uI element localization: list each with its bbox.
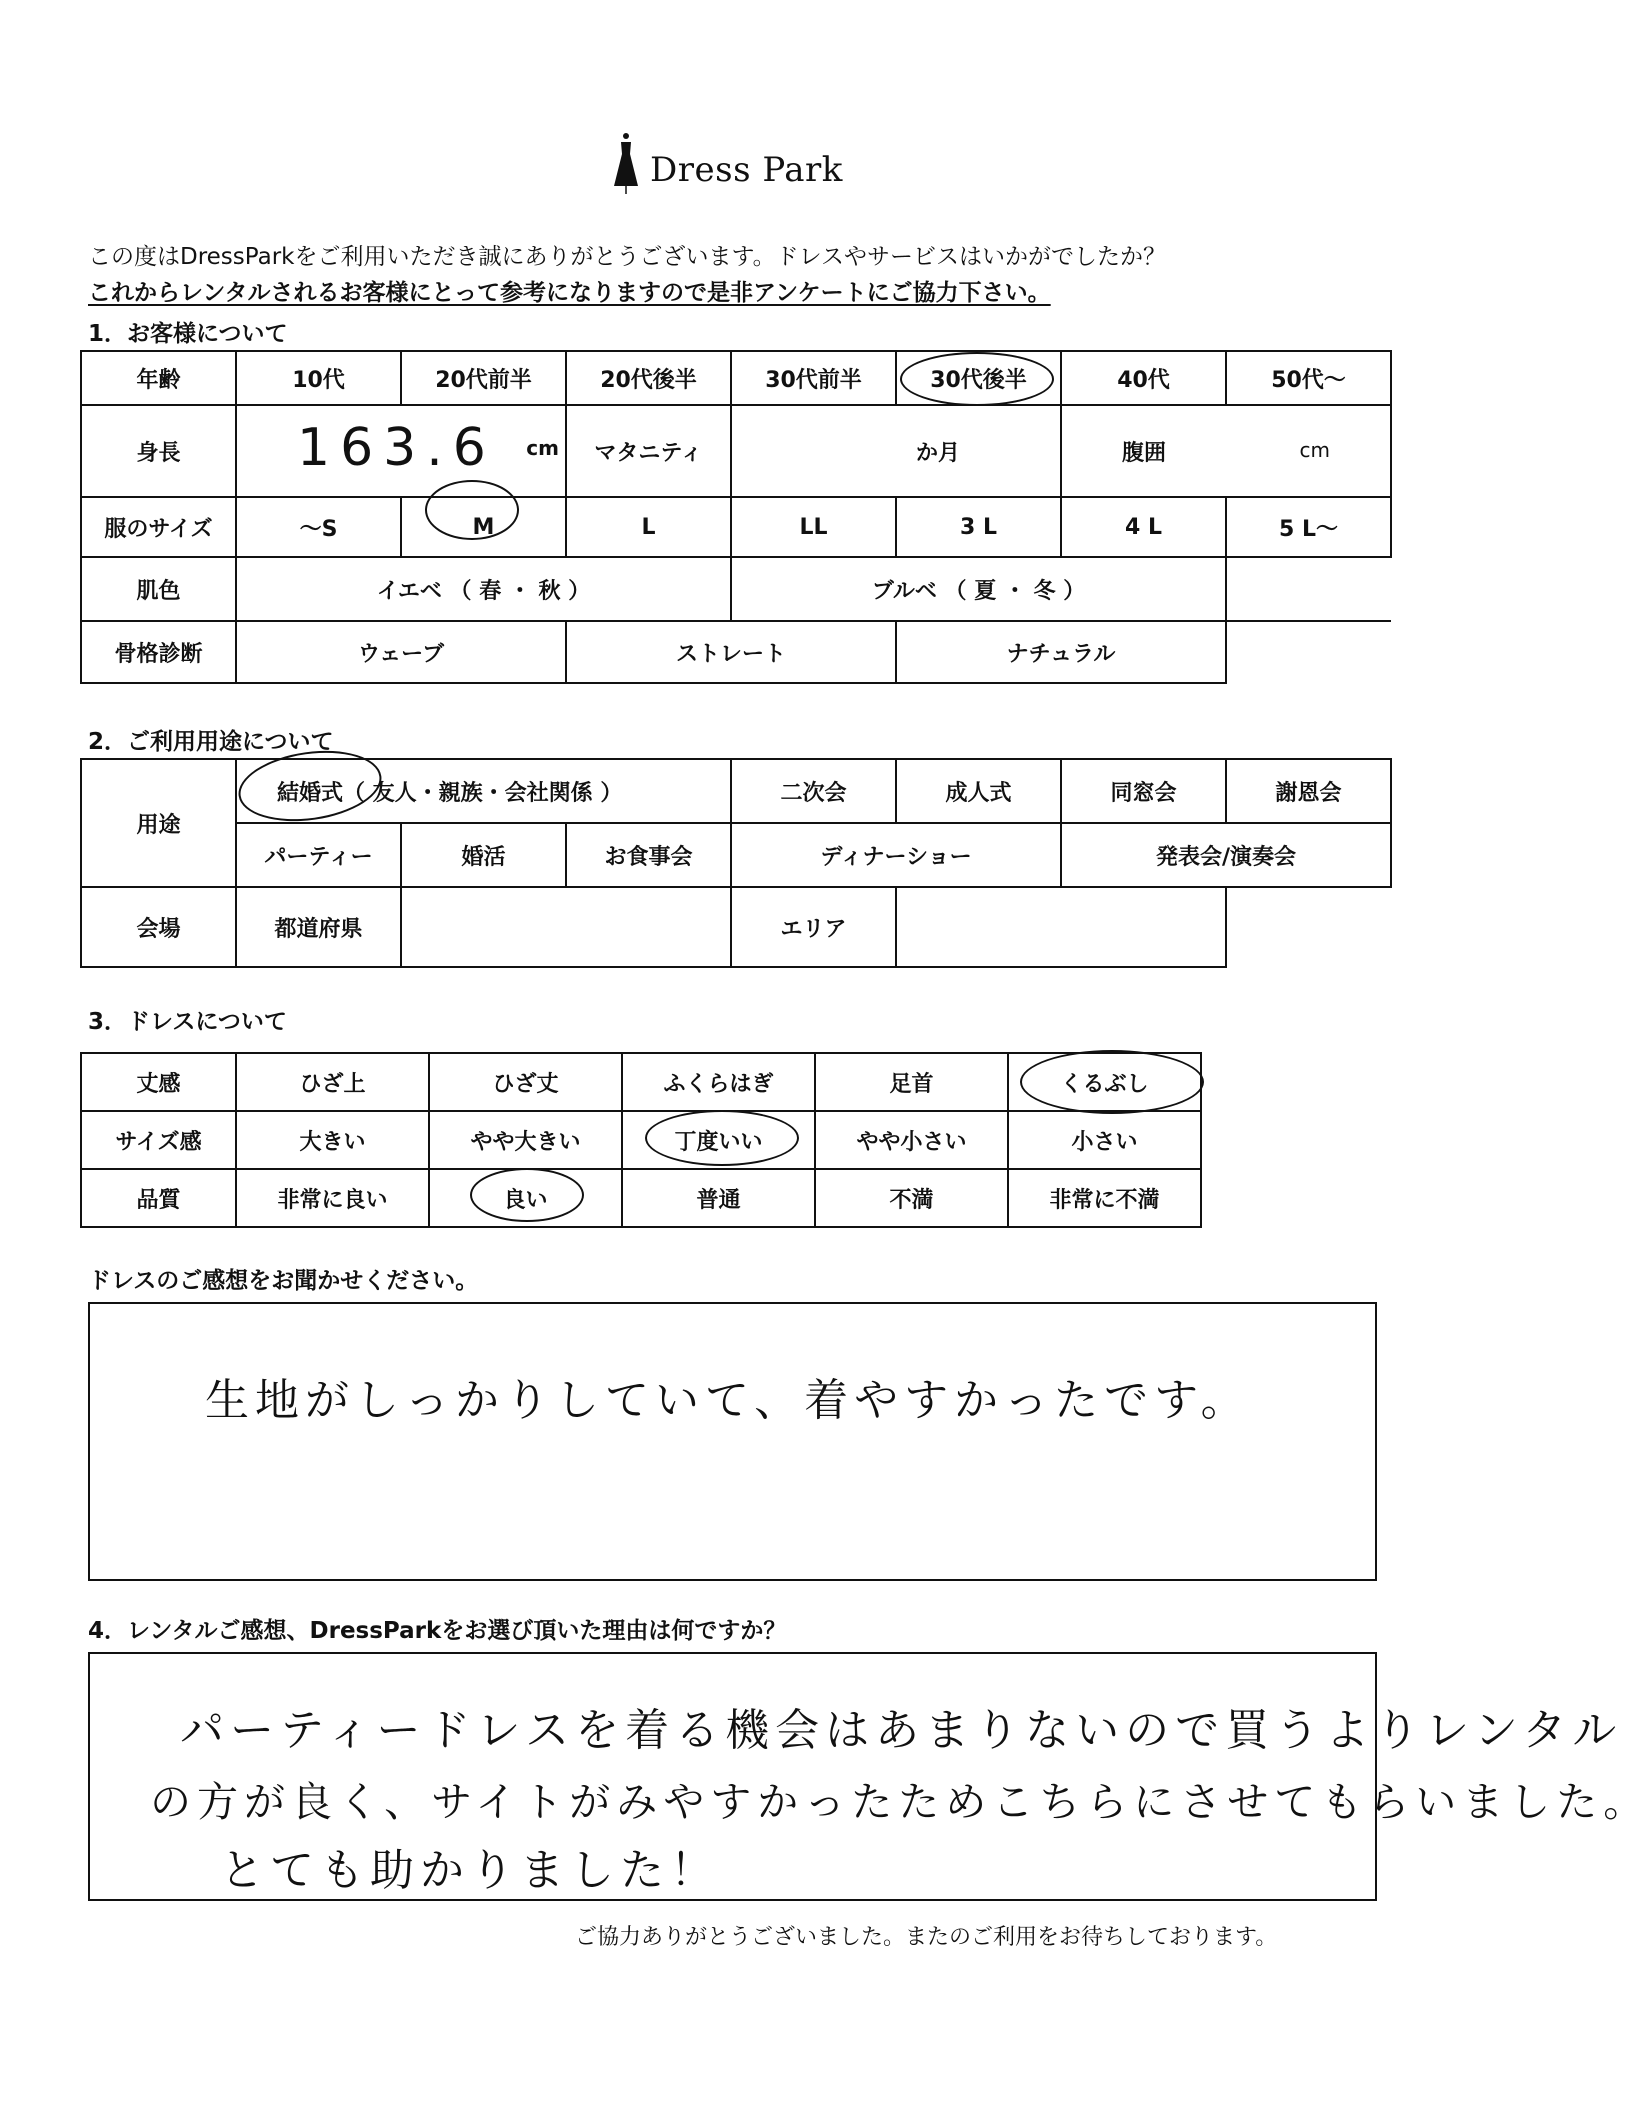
waist-cell[interactable] [1061, 405, 1391, 497]
purpose-option[interactable]: ディナーショー [731, 823, 1061, 887]
venue-label: 会場 [81, 887, 236, 967]
quality-option[interactable]: 不満 [815, 1169, 1008, 1227]
intro-request: これからレンタルされるお客様にとって参考になりますので是非アンケートにご協力下さい。 [88, 280, 1051, 306]
purpose-option[interactable]: 婚活 [401, 823, 566, 887]
fit-row [81, 1111, 1201, 1169]
skin-yellow[interactable]: イエベ （ 春 ・ 秋 ） [236, 557, 731, 621]
length-option[interactable]: ひざ上 [236, 1053, 429, 1111]
quality-label: 品質 [81, 1169, 236, 1227]
size-option[interactable]: 5 L〜 [1226, 497, 1391, 557]
size-option[interactable]: 〜S [236, 497, 401, 557]
purpose-option[interactable]: 謝恩会 [1226, 759, 1391, 823]
prefecture-label: 都道府県 [236, 887, 401, 967]
purpose-option[interactable]: パーティー [236, 823, 401, 887]
length-row [81, 1053, 1201, 1111]
frame-option[interactable]: ストレート [566, 621, 896, 683]
length-option[interactable]: 足首 [815, 1053, 1008, 1111]
maternity-months[interactable]: か月 [731, 405, 1061, 497]
impressions-answer: 生地がしっかりしていて、着やすかったです。 [205, 1375, 1251, 1426]
length-label: 丈感 [81, 1053, 236, 1111]
age-option[interactable]: 50代〜 [1226, 351, 1391, 405]
dresspark-logo [600, 128, 860, 198]
dress-table [80, 1052, 1202, 1228]
size-option[interactable]: L [566, 497, 731, 557]
frame-option[interactable]: ナチュラル [896, 621, 1226, 683]
customer-table [80, 350, 1392, 684]
blank-cell [1226, 621, 1391, 683]
maternity-label: マタニティ [566, 405, 731, 497]
size-option-selected[interactable]: M [401, 497, 566, 557]
size-option[interactable]: 3 L [896, 497, 1061, 557]
blank-cell [1226, 557, 1391, 621]
age-option[interactable]: 40代 [1061, 351, 1226, 405]
quality-option[interactable]: 非常に不満 [1008, 1169, 1201, 1227]
frame-row [81, 621, 1391, 683]
size-row [81, 497, 1391, 557]
waist-unit: cm [1299, 438, 1330, 462]
brand-name: Dress Park [650, 150, 843, 190]
section1-title: 1．お客様について [88, 321, 288, 347]
closing-text: ご協力ありがとうございました。またのご利用をお待ちしております。 [575, 1925, 1278, 1950]
age-option[interactable]: 20代前半 [401, 351, 566, 405]
purpose-row-1 [81, 759, 1391, 823]
reason-line: パーティードレスを着る機会はあまりないので買うよりレンタル [180, 1705, 1623, 1756]
reason-line: の方が良く、サイトがみやすかったためこちらにさせてもらいました。 [150, 1778, 1650, 1826]
size-option[interactable]: 4 L [1061, 497, 1226, 557]
purpose-option[interactable]: 同窓会 [1061, 759, 1226, 823]
purpose-option[interactable]: 成人式 [896, 759, 1061, 823]
frame-option[interactable]: ウェーブ [236, 621, 566, 683]
fit-option[interactable]: やや大きい [429, 1111, 622, 1169]
section3-title: 3．ドレスについて [88, 1009, 287, 1035]
frame-label: 骨格診断 [81, 621, 236, 683]
age-label: 年齢 [81, 351, 236, 405]
age-option-selected[interactable]: 30代後半 [896, 351, 1061, 405]
section4-title: 4．レンタルご感想、DressParkをお選び頂いた理由は何ですか？ [88, 1618, 787, 1644]
impressions-prompt: ドレスのご感想をお聞かせください。 [88, 1268, 479, 1294]
purpose-option[interactable]: お食事会 [566, 823, 731, 887]
age-row [81, 351, 1391, 405]
reason-box[interactable] [88, 1652, 1650, 1901]
quality-option-selected[interactable]: 良い [429, 1169, 622, 1227]
blank-cell [1226, 887, 1391, 967]
size-option[interactable]: LL [731, 497, 896, 557]
waist-label: 腹囲 [1122, 441, 1167, 466]
height-unit: cm [526, 436, 559, 460]
area-label: エリア [731, 887, 896, 967]
quality-row [81, 1169, 1201, 1227]
usage-table [80, 758, 1392, 968]
length-option[interactable]: ひざ丈 [429, 1053, 622, 1111]
prefecture-field[interactable] [401, 887, 731, 967]
purpose-row-2 [81, 823, 1391, 887]
fit-label: サイズ感 [81, 1111, 236, 1169]
skin-label: 肌色 [81, 557, 236, 621]
fit-option[interactable]: 小さい [1008, 1111, 1201, 1169]
area-field[interactable] [896, 887, 1226, 967]
dress-icon [608, 128, 644, 198]
purpose-option[interactable]: 発表会/演奏会 [1061, 823, 1391, 887]
size-label: 服のサイズ [81, 497, 236, 557]
height-cell[interactable] [236, 405, 566, 497]
fit-option[interactable]: やや小さい [815, 1111, 1008, 1169]
length-option-selected[interactable]: くるぶし [1008, 1053, 1201, 1111]
age-option[interactable]: 30代前半 [731, 351, 896, 405]
quality-option[interactable]: 普通 [622, 1169, 815, 1227]
purpose-label: 用途 [81, 759, 236, 887]
length-option[interactable]: ふくらはぎ [622, 1053, 815, 1111]
age-option[interactable]: 10代 [236, 351, 401, 405]
quality-option[interactable]: 非常に良い [236, 1169, 429, 1227]
height-value: 163.6 [297, 418, 496, 478]
age-option[interactable]: 20代後半 [566, 351, 731, 405]
skin-row [81, 557, 1391, 621]
fit-option-selected[interactable]: 丁度いい [622, 1111, 815, 1169]
reason-line: とても助かりました！ [220, 1845, 720, 1896]
section2-title: 2．ご利用用途について [88, 729, 334, 755]
purpose-option-selected[interactable]: 結婚式（ 友人・親族・会社関係 ） [236, 759, 731, 823]
venue-row [81, 887, 1391, 967]
impressions-box[interactable] [88, 1302, 1377, 1581]
height-label: 身長 [81, 405, 236, 497]
intro-text: この度はDressParkをご利用いただき誠にありがとうございます。ドレスやサービスはいかがでしたか？ [88, 244, 1166, 270]
fit-option[interactable]: 大きい [236, 1111, 429, 1169]
skin-blue[interactable]: ブルベ （ 夏 ・ 冬 ） [731, 557, 1226, 621]
height-row [81, 405, 1391, 497]
purpose-option[interactable]: 二次会 [731, 759, 896, 823]
